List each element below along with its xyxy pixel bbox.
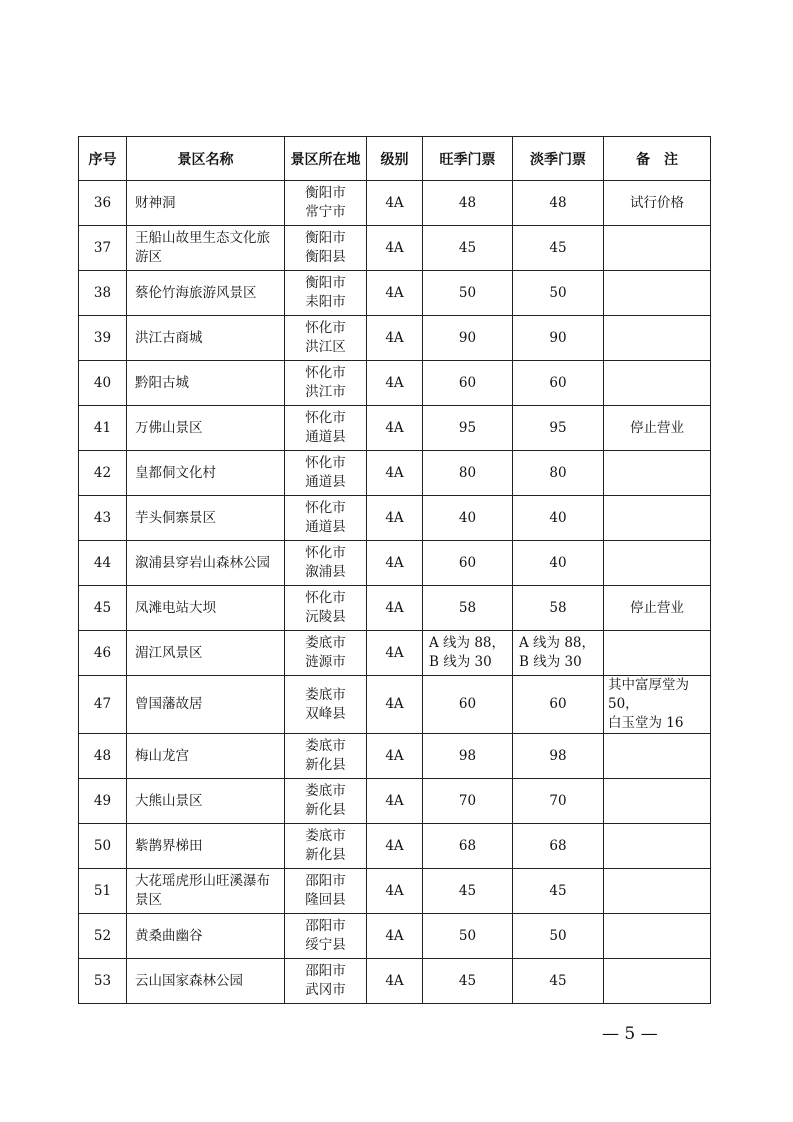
scenic-level-cell <box>367 181 423 226</box>
off-season-price: 40 <box>549 509 567 526</box>
scenic-name: 湄江风景区 <box>135 644 203 661</box>
note-cell <box>604 451 711 496</box>
row-number-cell <box>79 271 127 316</box>
scenic-name-cell <box>127 406 285 451</box>
scenic-location-cell <box>285 734 367 779</box>
table-row <box>79 631 711 676</box>
peak-season-price-cell <box>423 631 513 676</box>
scenic-name: 大花瑶虎形山旺溪瀑布景区 <box>135 873 270 908</box>
note: 停止营业 <box>630 599 684 616</box>
scenic-name: 溆浦县穿岩山森林公园 <box>135 554 270 571</box>
off-season-price: 40 <box>549 554 567 571</box>
scenic-level-cell <box>367 271 423 316</box>
row-number-cell <box>79 541 127 586</box>
table-header-row <box>79 137 711 181</box>
peak-season-price: 50 <box>458 284 477 301</box>
scenic-name-cell <box>127 824 285 869</box>
scenic-location-cell <box>285 316 367 361</box>
scenic-name-cell <box>127 734 285 779</box>
peak-season-price: 60 <box>458 696 477 712</box>
scenic-name: 紫鹊界梯田 <box>135 837 203 854</box>
scenic-name: 王船山故里生态文化旅游区 <box>135 230 270 265</box>
note-cell <box>604 824 711 869</box>
scenic-name: 芋头侗寨景区 <box>135 509 216 526</box>
row-number-cell <box>79 824 127 869</box>
table-row <box>79 361 711 406</box>
table-row <box>79 181 711 226</box>
scenic-location: 衡阳市 常宁市 <box>305 185 346 220</box>
row-number: 37 <box>93 239 112 256</box>
scenic-level-cell <box>367 541 423 586</box>
row-number-cell <box>79 316 127 361</box>
off-season-price: 70 <box>549 792 567 809</box>
scenic-name: 皇都侗文化村 <box>135 464 216 481</box>
off-season-price-cell <box>513 496 604 541</box>
peak-season-price-cell <box>423 869 513 914</box>
scenic-level: 4A <box>385 927 404 944</box>
row-number: 44 <box>93 554 112 571</box>
scenic-name-cell <box>127 676 285 734</box>
peak-season-price: 90 <box>458 329 477 346</box>
scenic-level: 4A <box>385 972 404 989</box>
row-number-cell <box>79 406 127 451</box>
peak-season-price-cell <box>423 959 513 1004</box>
note-cell <box>604 181 711 226</box>
off-season-price-cell <box>513 734 604 779</box>
off-season-price-cell <box>513 361 604 406</box>
note-cell <box>604 406 711 451</box>
scenic-level-cell <box>367 959 423 1004</box>
scenic-level: 4A <box>385 882 404 899</box>
scenic-name: 财神洞 <box>135 194 176 211</box>
scenic-location-cell <box>285 779 367 824</box>
scenic-location: 邵阳市 绥宁县 <box>305 918 346 953</box>
scenic-location-cell <box>285 869 367 914</box>
scenic-location-cell <box>285 959 367 1004</box>
scenic-level: 4A <box>385 599 404 616</box>
scenic-location-cell <box>285 824 367 869</box>
row-number: 46 <box>93 644 112 661</box>
note-cell <box>604 316 711 361</box>
scenic-name-cell <box>127 361 285 406</box>
row-number-cell <box>79 451 127 496</box>
scenic-name: 云山国家森林公园 <box>135 972 243 989</box>
header-off-price: 淡季门票 <box>513 137 604 181</box>
scenic-location-cell <box>285 361 367 406</box>
note: 停止营业 <box>630 419 684 436</box>
scenic-name-cell <box>127 914 285 959</box>
scenic-spot-price-table <box>78 136 711 1004</box>
note: 其中富厚堂为50， 白玉堂为 16 <box>608 677 689 731</box>
off-season-price: 80 <box>549 464 567 481</box>
row-number-cell <box>79 734 127 779</box>
scenic-level: 4A <box>385 374 404 391</box>
scenic-level-cell <box>367 451 423 496</box>
note-cell <box>604 914 711 959</box>
row-number: 50 <box>93 837 112 854</box>
off-season-price-cell <box>513 181 604 226</box>
note-cell <box>604 631 711 676</box>
scenic-name: 曾国藩故居 <box>135 696 203 712</box>
scenic-location-cell <box>285 271 367 316</box>
scenic-name: 梅山龙宫 <box>135 747 189 764</box>
table-row <box>79 676 711 734</box>
table-row <box>79 586 711 631</box>
peak-season-price: 60 <box>458 554 477 571</box>
scenic-level-cell <box>367 779 423 824</box>
scenic-level-cell <box>367 869 423 914</box>
scenic-location: 娄底市 新化县 <box>305 828 346 863</box>
scenic-location-cell <box>285 496 367 541</box>
scenic-name: 蔡伦竹海旅游风景区 <box>135 284 257 301</box>
off-season-price-cell <box>513 226 604 271</box>
scenic-location: 怀化市 通道县 <box>305 455 346 490</box>
header-no: 序号 <box>79 137 127 181</box>
peak-season-price-cell <box>423 271 513 316</box>
off-season-price: 58 <box>549 599 567 616</box>
row-number-cell <box>79 496 127 541</box>
peak-season-price: 45 <box>458 882 477 899</box>
scenic-location-cell <box>285 226 367 271</box>
row-number: 52 <box>93 927 112 944</box>
scenic-level-cell <box>367 676 423 734</box>
off-season-price-cell <box>513 631 604 676</box>
note-cell <box>604 734 711 779</box>
scenic-level: 4A <box>385 696 404 712</box>
scenic-name-cell <box>127 316 285 361</box>
scenic-level-cell <box>367 316 423 361</box>
scenic-location-cell <box>285 914 367 959</box>
row-number-cell <box>79 226 127 271</box>
table-row <box>79 406 711 451</box>
peak-season-price-cell <box>423 496 513 541</box>
scenic-level-cell <box>367 496 423 541</box>
peak-season-price: A 线为 88， B 线为 30 <box>429 635 506 670</box>
peak-season-price: 48 <box>458 194 477 211</box>
scenic-name: 洪江古商城 <box>135 329 203 346</box>
scenic-level: 4A <box>385 554 404 571</box>
table-row <box>79 316 711 361</box>
scenic-name: 大熊山景区 <box>135 792 203 809</box>
row-number: 47 <box>93 696 112 712</box>
note-cell <box>604 869 711 914</box>
peak-season-price-cell <box>423 676 513 734</box>
peak-season-price-cell <box>423 226 513 271</box>
note-cell <box>604 959 711 1004</box>
off-season-price-cell <box>513 959 604 1004</box>
scenic-level: 4A <box>385 792 404 809</box>
table-row <box>79 959 711 1004</box>
off-season-price-cell <box>513 451 604 496</box>
scenic-level-cell <box>367 361 423 406</box>
peak-season-price: 45 <box>458 239 477 256</box>
peak-season-price-cell <box>423 734 513 779</box>
peak-season-price-cell <box>423 779 513 824</box>
scenic-level-cell <box>367 226 423 271</box>
scenic-location: 娄底市 涟源市 <box>305 635 346 670</box>
peak-season-price-cell <box>423 361 513 406</box>
off-season-price: 98 <box>549 747 567 764</box>
row-number: 38 <box>93 284 112 301</box>
scenic-location: 邵阳市 武冈市 <box>305 963 346 998</box>
peak-season-price-cell <box>423 586 513 631</box>
peak-season-price: 95 <box>458 419 477 436</box>
scenic-name-cell <box>127 496 285 541</box>
scenic-location-cell <box>285 451 367 496</box>
row-number: 45 <box>93 599 112 616</box>
scenic-name-cell <box>127 271 285 316</box>
off-season-price: 50 <box>549 284 567 301</box>
scenic-level-cell <box>367 824 423 869</box>
off-season-price-cell <box>513 271 604 316</box>
scenic-level-cell <box>367 734 423 779</box>
row-number: 41 <box>93 419 112 436</box>
note-cell <box>604 541 711 586</box>
scenic-name-cell <box>127 181 285 226</box>
off-season-price: 60 <box>549 696 567 712</box>
scenic-name-cell <box>127 869 285 914</box>
scenic-name-cell <box>127 631 285 676</box>
scenic-name: 黔阳古城 <box>135 374 189 391</box>
table-row <box>79 779 711 824</box>
peak-season-price-cell <box>423 541 513 586</box>
row-number-cell <box>79 631 127 676</box>
header-name: 景区名称 <box>127 137 285 181</box>
row-number: 39 <box>93 329 112 346</box>
header-level: 级别 <box>367 137 423 181</box>
scenic-location: 衡阳市 耒阳市 <box>305 275 346 310</box>
scenic-name-cell <box>127 959 285 1004</box>
peak-season-price-cell <box>423 451 513 496</box>
row-number-cell <box>79 959 127 1004</box>
peak-season-price-cell <box>423 914 513 959</box>
scenic-location-cell <box>285 586 367 631</box>
peak-season-price: 60 <box>458 374 477 391</box>
scenic-location-cell <box>285 631 367 676</box>
page-number: — 5 — <box>602 1024 658 1044</box>
off-season-price: 48 <box>549 194 567 211</box>
scenic-location-cell <box>285 676 367 734</box>
row-number: 51 <box>93 882 112 899</box>
scenic-level: 4A <box>385 329 404 346</box>
note-cell <box>604 676 711 734</box>
table-row <box>79 451 711 496</box>
peak-season-price: 98 <box>458 747 477 764</box>
scenic-name-cell <box>127 451 285 496</box>
scenic-level: 4A <box>385 194 404 211</box>
row-number: 43 <box>93 509 112 526</box>
row-number: 49 <box>93 792 112 809</box>
scenic-location: 怀化市 洪江区 <box>305 320 346 355</box>
off-season-price: 45 <box>549 239 567 256</box>
scenic-location: 怀化市 沅陵县 <box>305 590 346 625</box>
scenic-level: 4A <box>385 419 404 436</box>
scenic-location: 怀化市 洪江市 <box>305 365 346 400</box>
table-row <box>79 869 711 914</box>
scenic-name: 黄桑曲幽谷 <box>135 927 203 944</box>
off-season-price-cell <box>513 869 604 914</box>
note-cell <box>604 779 711 824</box>
off-season-price-cell <box>513 586 604 631</box>
scenic-location-cell <box>285 406 367 451</box>
off-season-price-cell <box>513 914 604 959</box>
scenic-level-cell <box>367 631 423 676</box>
scenic-location: 娄底市 双峰县 <box>305 686 346 722</box>
row-number-cell <box>79 586 127 631</box>
scenic-name-cell <box>127 586 285 631</box>
off-season-price: 50 <box>549 927 567 944</box>
off-season-price: 60 <box>549 374 567 391</box>
scenic-level-cell <box>367 406 423 451</box>
row-number: 53 <box>93 972 112 989</box>
peak-season-price: 50 <box>458 927 477 944</box>
scenic-location: 怀化市 通道县 <box>305 410 346 445</box>
off-season-price: 68 <box>549 837 567 854</box>
scenic-name-cell <box>127 541 285 586</box>
scenic-level: 4A <box>385 284 404 301</box>
header-peak-price: 旺季门票 <box>423 137 513 181</box>
peak-season-price-cell <box>423 316 513 361</box>
scenic-location: 娄底市 新化县 <box>305 738 346 773</box>
scenic-name: 凤滩电站大坝 <box>135 599 216 616</box>
row-number: 36 <box>93 194 112 211</box>
peak-season-price-cell <box>423 181 513 226</box>
scenic-location: 怀化市 溆浦县 <box>305 545 346 580</box>
scenic-level: 4A <box>385 509 404 526</box>
row-number-cell <box>79 869 127 914</box>
table-row <box>79 824 711 869</box>
note: 试行价格 <box>630 194 684 211</box>
table-row <box>79 734 711 779</box>
table-row <box>79 541 711 586</box>
off-season-price-cell <box>513 316 604 361</box>
scenic-location-cell <box>285 181 367 226</box>
off-season-price-cell <box>513 824 604 869</box>
off-season-price: 45 <box>549 972 567 989</box>
off-season-price-cell <box>513 541 604 586</box>
off-season-price: 45 <box>549 882 567 899</box>
table-body <box>79 181 711 1004</box>
scenic-level: 4A <box>385 837 404 854</box>
note-cell <box>604 496 711 541</box>
table-row <box>79 271 711 316</box>
scenic-level-cell <box>367 914 423 959</box>
off-season-price-cell <box>513 676 604 734</box>
note-cell <box>604 361 711 406</box>
scenic-level: 4A <box>385 464 404 481</box>
scenic-level: 4A <box>385 747 404 764</box>
off-season-price: 90 <box>549 329 567 346</box>
note-cell <box>604 271 711 316</box>
scenic-location-cell <box>285 541 367 586</box>
row-number-cell <box>79 779 127 824</box>
note-cell <box>604 586 711 631</box>
peak-season-price: 58 <box>458 599 477 616</box>
scenic-location: 娄底市 新化县 <box>305 783 346 818</box>
off-season-price: 95 <box>549 419 567 436</box>
peak-season-price-cell <box>423 824 513 869</box>
scenic-name-cell <box>127 226 285 271</box>
row-number-cell <box>79 181 127 226</box>
peak-season-price-cell <box>423 406 513 451</box>
note-cell <box>604 226 711 271</box>
row-number-cell <box>79 914 127 959</box>
row-number-cell <box>79 361 127 406</box>
off-season-price-cell <box>513 406 604 451</box>
row-number: 42 <box>93 464 112 481</box>
scenic-level-cell <box>367 586 423 631</box>
row-number: 40 <box>93 374 112 391</box>
scenic-level: 4A <box>385 644 404 661</box>
peak-season-price: 70 <box>458 792 477 809</box>
off-season-price-cell <box>513 779 604 824</box>
scenic-location: 邵阳市 隆回县 <box>305 873 346 908</box>
scenic-name-cell <box>127 779 285 824</box>
scenic-location: 衡阳市 衡阳县 <box>305 230 346 265</box>
row-number: 48 <box>93 747 112 764</box>
table-row <box>79 914 711 959</box>
table-row <box>79 226 711 271</box>
scenic-name: 万佛山景区 <box>135 419 203 436</box>
peak-season-price: 68 <box>458 837 477 854</box>
peak-season-price: 40 <box>458 509 477 526</box>
scenic-location: 怀化市 通道县 <box>305 500 346 535</box>
row-number-cell <box>79 676 127 734</box>
scenic-level: 4A <box>385 239 404 256</box>
table-row <box>79 496 711 541</box>
peak-season-price: 80 <box>458 464 477 481</box>
header-location: 景区所在地 <box>285 137 367 181</box>
peak-season-price: 45 <box>458 972 477 989</box>
off-season-price: A 线为 88， B 线为 30 <box>519 635 596 670</box>
header-note: 备 注 <box>604 137 711 181</box>
